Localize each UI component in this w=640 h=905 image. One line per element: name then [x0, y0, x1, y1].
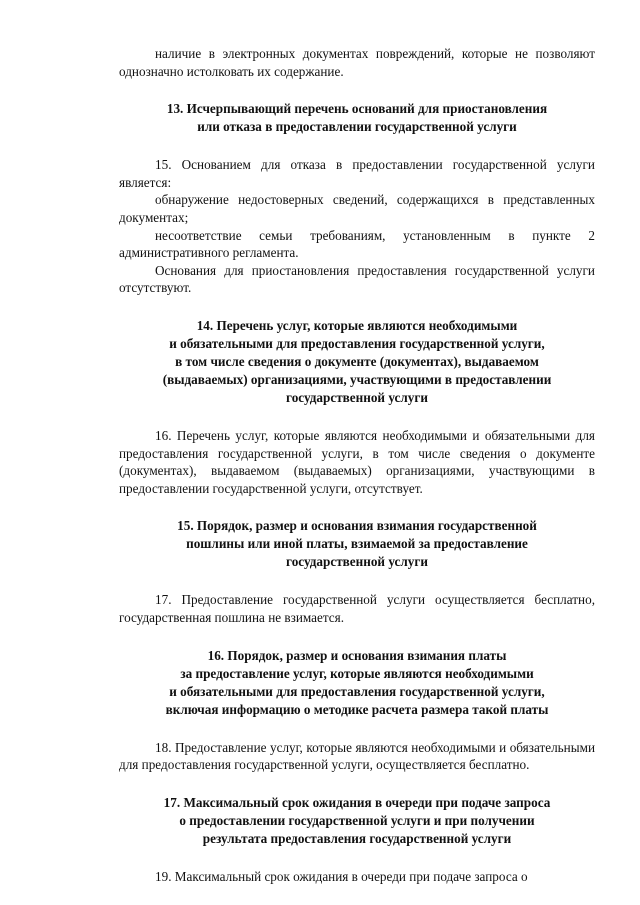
- section-16-heading-line: 16. Порядок, размер и основания взимания платы: [207, 647, 507, 663]
- section-14-heading-line: (выдаваемых) организациями, участвующими в предоставлении: [162, 371, 552, 387]
- section-17-body: [119, 868, 595, 886]
- paragraph-15-item-1: обнаружение недостоверных сведений, содержащихся в представленных документах;: [119, 192, 595, 225]
- section-17-heading-line: о предоставлении государственной услуги и при получении: [179, 812, 535, 828]
- paragraph-18: 18. Предоставление услуг, которые являются необходимыми и обязательными для предоставления государственной услуги, осуществляется бесплатно.: [119, 739, 595, 773]
- section-16-heading: [119, 647, 595, 719]
- section-15-heading-line: пошлины или иной платы, взимаемой за предоставление: [186, 536, 528, 552]
- section-17-heading: [119, 794, 595, 848]
- section-15-heading: [119, 517, 595, 571]
- section-16-heading-line: и обязательными для предоставления государственной услуги,: [169, 683, 545, 699]
- section-15-heading-line: 15. Порядок, размер и основания взимания государственной: [177, 518, 537, 534]
- section-14-heading-line: 14. Перечень услуг, которые являются необходимыми: [196, 317, 518, 333]
- section-14-heading-line: государственной услуги: [286, 389, 428, 405]
- paragraph-19: 19. Максимальный срок ожидания в очереди при подаче запроса о: [155, 868, 528, 884]
- paragraph-15: 15. Основанием для отказа в предоставлении государственной услуги является:: [119, 157, 595, 190]
- section-15-heading-line: государственной услуги: [286, 554, 428, 570]
- section-17-heading-line: 17. Максимальный срок ожидания в очереди при подаче запроса: [163, 794, 551, 810]
- section-16-heading-line: включая информацию о методике расчета размера такой платы: [165, 701, 549, 717]
- section-14-body: [119, 427, 595, 497]
- section-15-body: [119, 591, 595, 626]
- section-14-heading-line: в том числе сведения о документе (документах), выдаваемом: [175, 353, 539, 369]
- section-16-body: [119, 739, 595, 774]
- section-16-heading-line: за предоставление услуг, которые являются необходимыми: [180, 665, 534, 681]
- paragraph-17: 17. Предоставление государственной услуги осуществляется бесплатно, государственная пошлина не взимается.: [119, 592, 595, 625]
- section-17-heading-line: результата предоставления государственной услуги: [202, 830, 512, 846]
- paragraph-16: 16. Перечень услуг, которые являются необходимыми и обязательными для предоставления государственной услуги, в том числе сведения о документе (документах), выдаваемом (выдаваемых) организациями, участвующими в предоставлении государственной услуги, отсутствует.: [119, 427, 595, 496]
- section-14-heading-line: и обязательными для предоставления государственной услуги,: [169, 335, 545, 351]
- paragraph-15-suspension: Основания для приостановления предоставления государственной услуги отсутствуют.: [119, 262, 595, 296]
- section-14-heading: [119, 317, 595, 407]
- section-13-body: [119, 156, 595, 297]
- intro-paragraph: наличие в электронных документах повреждений, которые не позволяют однозначно истолковать их содержание.: [119, 46, 595, 79]
- section-13-heading-line: или отказа в предоставлении государственной услуги: [197, 119, 517, 135]
- section-13-heading: [119, 100, 595, 136]
- document-body: [119, 45, 595, 885]
- section-13-heading-line: 13. Исчерпывающий перечень оснований для приостановления: [166, 101, 548, 117]
- paragraph-15-item-2: несоответствие семьи требованиям, установленным в пункте 2 административного регламента.: [119, 227, 595, 261]
